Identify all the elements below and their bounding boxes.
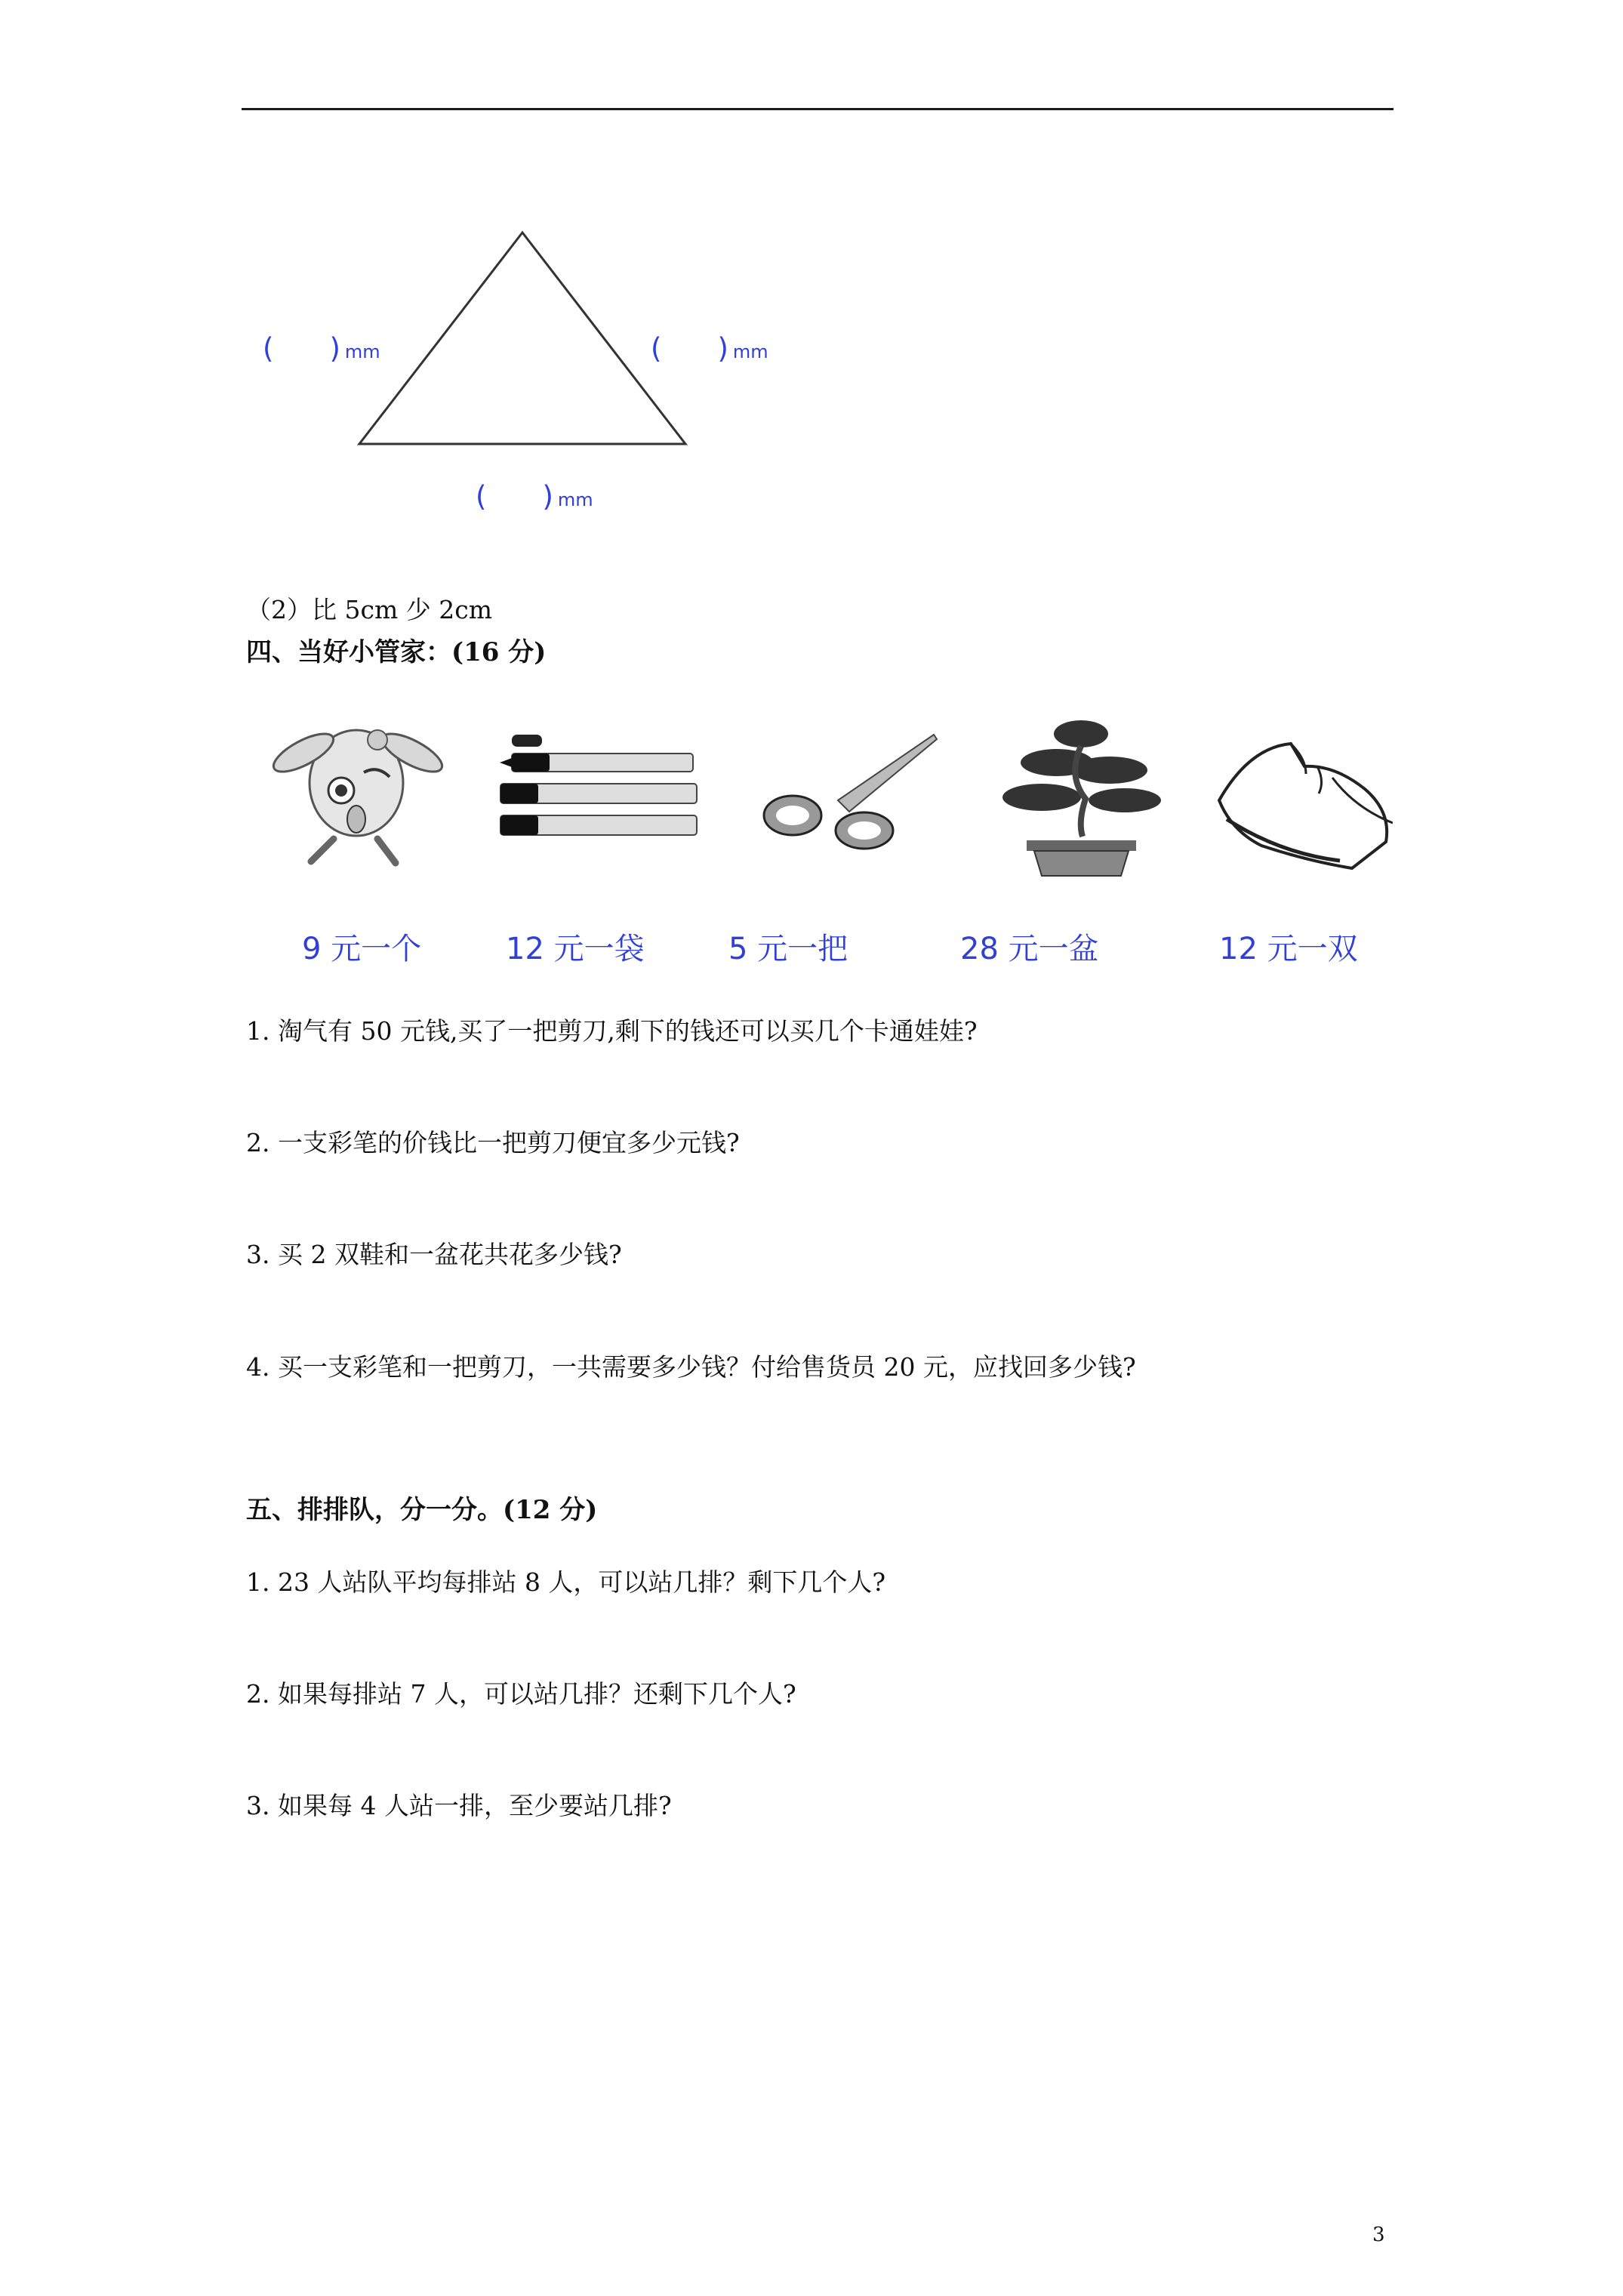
question-4-3: 3. 买 2 双鞋和一盆花共花多少钱?	[246, 1240, 622, 1269]
triangle-bottom-side-label: ( ) mm	[476, 480, 593, 513]
price-label-scissors: 5 元一把	[728, 932, 848, 966]
marker-pens-icon	[489, 731, 708, 848]
section-4-heading: 四、当好小管家：(16 分)	[246, 637, 547, 667]
sub-question-2: （2）比 5cm 少 2cm	[246, 595, 493, 624]
cartoon-doll-icon	[264, 706, 453, 868]
price-label-sneakers: 12 元一双	[1219, 932, 1358, 966]
sneaker-icon	[1212, 717, 1393, 883]
question-4-1: 1. 淘气有 50 元钱,买了一把剪刀,剩下的钱还可以买几个卡通娃娃?	[246, 1016, 978, 1046]
triangle-right-side-label: ( ) mm	[651, 332, 768, 365]
scissors-icon	[759, 729, 940, 853]
question-5-3: 3. 如果每 4 人站一排，至少要站几排?	[246, 1791, 672, 1820]
triangle-shape	[359, 233, 685, 444]
question-4-4: 4. 买一支彩笔和一把剪刀，一共需要多少钱？付给售货员 20 元，应找回多少钱?	[246, 1352, 1136, 1382]
question-4-2: 2. 一支彩笔的价钱比一把剪刀便宜多少元钱?	[246, 1128, 740, 1157]
triangle-figure	[355, 227, 694, 453]
header-rule	[242, 108, 1394, 110]
question-5-1: 1. 23 人站队平均每排站 8 人，可以站几排？剩下几个人?	[246, 1567, 886, 1597]
question-5-2: 2. 如果每排站 7 人，可以站几排？还剩下几个人?	[246, 1679, 796, 1709]
price-label-doll: 9 元一个	[302, 932, 422, 966]
triangle-left-side-label: ( ) mm	[263, 332, 380, 365]
page-number: 3	[1372, 2224, 1385, 2246]
bonsai-plant-icon	[996, 716, 1166, 882]
section-5-heading: 五、排排队，分一分。(12 分)	[246, 1495, 598, 1525]
price-label-markers: 12 元一袋	[506, 932, 645, 966]
price-label-bonsai: 28 元一盆	[960, 932, 1099, 966]
